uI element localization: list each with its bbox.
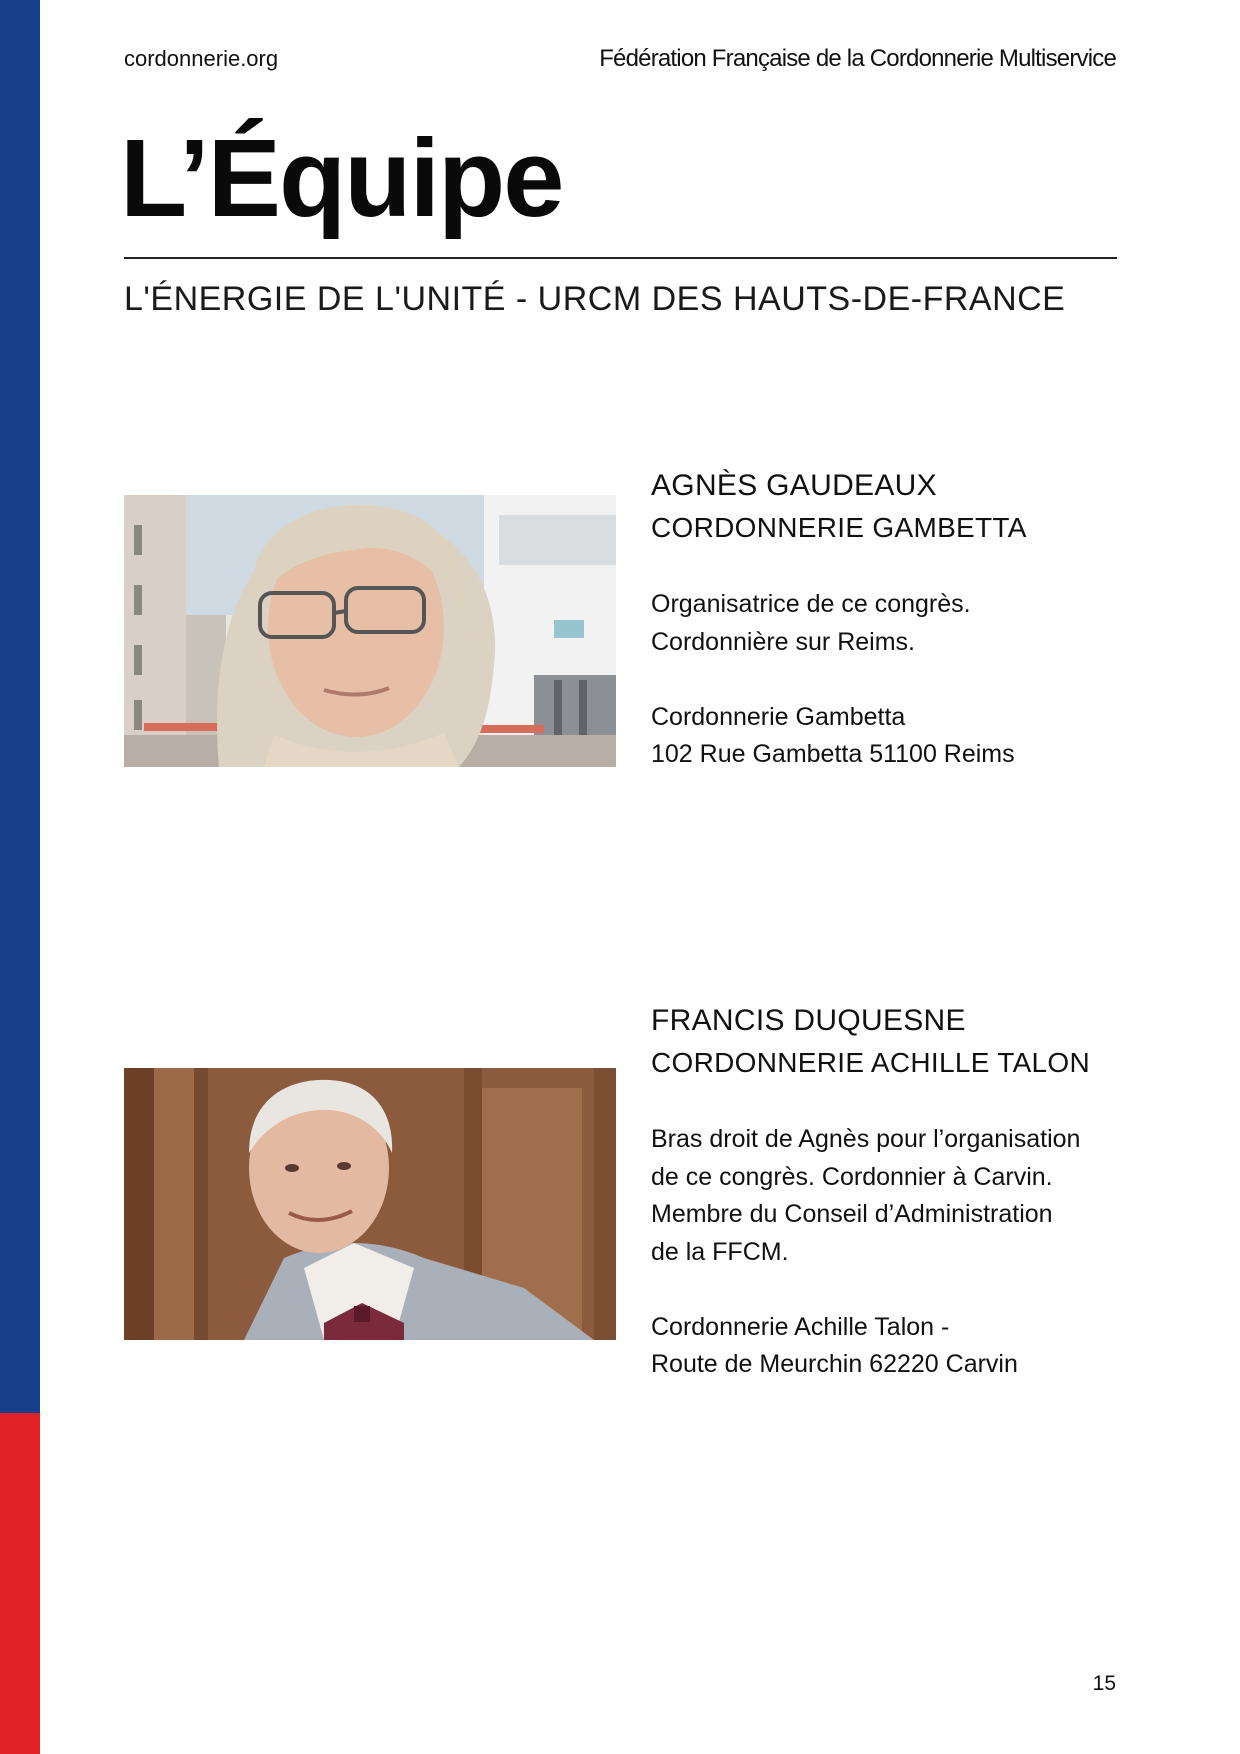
address-line: Route de Meurchin 62220 Carvin [651, 1350, 1018, 1378]
address-line: Cordonnerie Gambetta [651, 702, 906, 731]
member-name: FRANCIS DUQUESNE [651, 1004, 966, 1037]
member-card-agnes [651, 465, 1131, 774]
page-number: 15 [1092, 1672, 1116, 1695]
bio-line: Cordonnière sur Reims. [651, 627, 915, 656]
member-name: AGNÈS GAUDEAUX [651, 469, 937, 502]
address-line: 102 Rue Gambetta 51100 Reims [651, 740, 1015, 768]
page-title: L’Équipe [120, 117, 563, 240]
address-line: Cordonnerie Achille Talon - [651, 1312, 950, 1341]
bio-line: Membre du Conseil d’Administration [651, 1200, 1053, 1228]
member-company: CORDONNERIE ACHILLE TALON [651, 1047, 1091, 1078]
page-subtitle: L'ÉNERGIE DE L'UNITÉ - URCM DES HAUTS-DE-FRANCE [124, 280, 1066, 318]
bio-line: Bras droit de Agnès pour l’organisation [651, 1125, 1081, 1153]
member-bio [651, 1121, 1131, 1384]
side-bar-blue [0, 0, 40, 1413]
bio-line: de la FFCM. [651, 1237, 789, 1266]
bio-line: de ce congrès. Cordonnier à Carvin. [651, 1162, 1053, 1191]
member-company: CORDONNERIE GAMBETTA [651, 512, 1027, 543]
federation-name: Fédération Française de la Cordonnerie Multiservice [599, 45, 1116, 72]
site-url: cordonnerie.org [124, 46, 279, 71]
bio-line: Organisatrice de ce congrès. [651, 590, 971, 618]
title-divider [124, 257, 1117, 259]
member-bio [651, 586, 1131, 774]
member-card-francis [651, 1000, 1131, 1384]
member-photo-agnes [124, 495, 616, 767]
side-bar-red [0, 1413, 40, 1754]
member-photo-francis [124, 1068, 616, 1340]
